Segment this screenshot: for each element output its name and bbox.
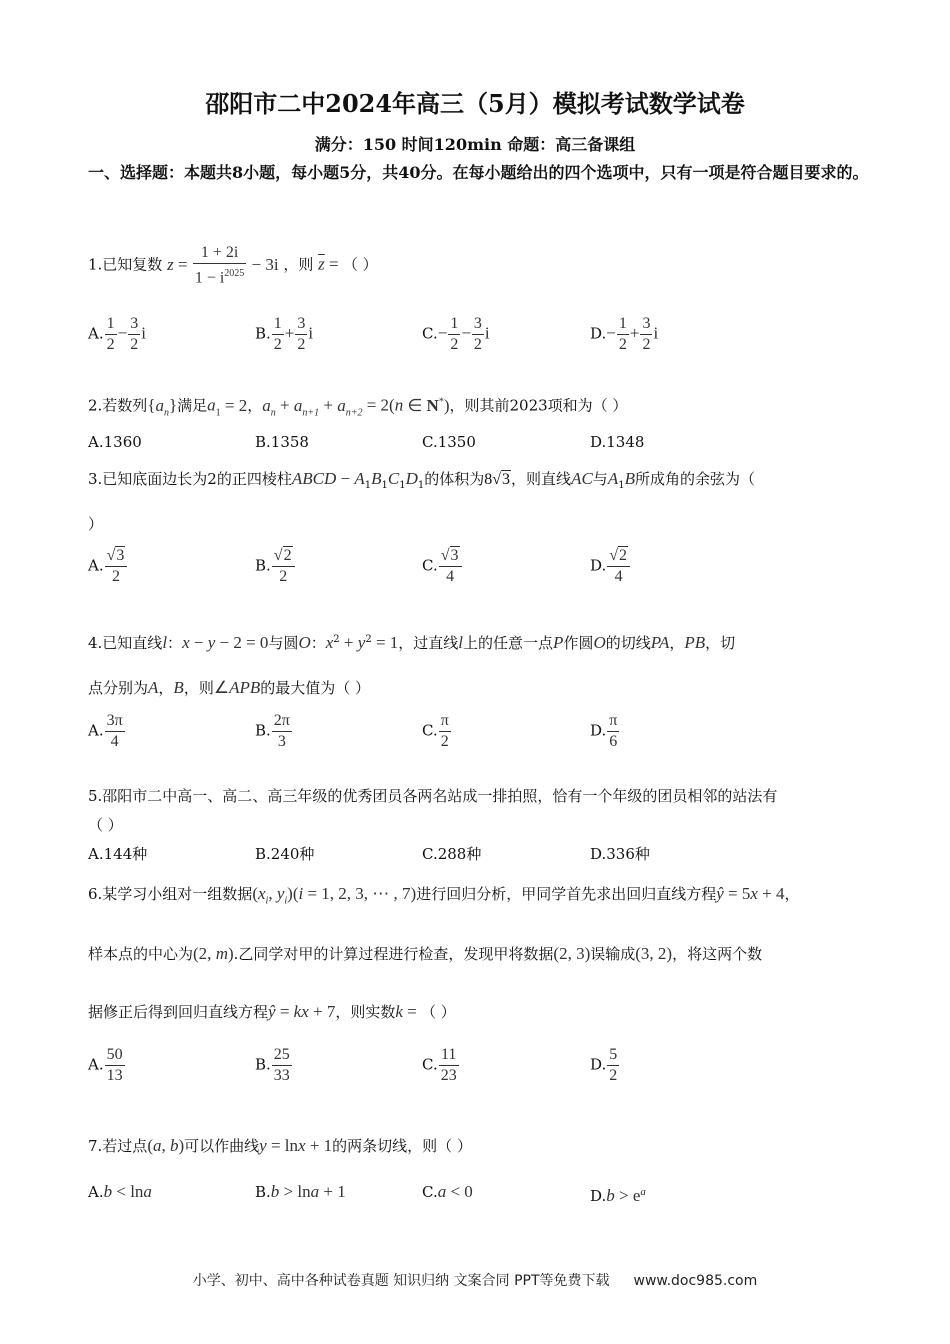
question-4-stem-cont: 点分别为A，B，则∠APB的最大值为（ ） — [88, 678, 371, 697]
question-4-stem: 4.已知直线l：x − y − 2 = 0与圆O：$x^2 + y^2 = 1$，过直线l上的任意一点P作圆O的切线PA，PB，切 — [88, 633, 736, 652]
q7-option-a[interactable]: A.b < lna — [88, 1182, 152, 1201]
q2-option-d[interactable]: D.1348 — [590, 433, 645, 451]
q6-option-b[interactable]: B. $\frac{25}{33}$ — [255, 1046, 290, 1084]
question-6-stem-line3: 据修正后得到回归直线方程ŷ = kx + 7，则实数k = （ ） — [88, 1002, 456, 1021]
q3-option-b[interactable]: B. $\frac{√2}{2}$ — [255, 547, 296, 586]
q1-formula: z = $\frac{1 + 2i}{1 - i^{2025}}$ − 3i — [167, 244, 279, 287]
q6-option-a[interactable]: A. $\frac{50}{13}$ — [88, 1046, 123, 1084]
footer-banner — [0, 1270, 950, 1290]
q2-option-c[interactable]: C.1350 — [422, 433, 476, 451]
q1-conj: $\overline{z}$ — [318, 254, 325, 274]
question-5-stem-cont: （ ） — [88, 816, 123, 834]
q2-option-a[interactable]: A.1360 — [88, 433, 142, 451]
q7-option-b[interactable]: B.b > lna + 1 — [255, 1182, 346, 1201]
q1-text-c: （ ） — [342, 255, 378, 274]
question-1-stem: 1.已知复数 z = $\frac{1 + 2i}{1 - i^{2025}}$ − 3i ，则 $\overline{z}$ = （ ） — [88, 244, 378, 287]
q1-option-a[interactable]: A. $\frac{1}{2}$ − $\frac{3}{2}$ i — [88, 315, 146, 353]
q6-option-d[interactable]: D. $\frac{5}{2}$ — [590, 1046, 618, 1084]
section-heading: 一、选择题：本题共8小题，每小题5分，共40分。在每小题给出的四个选项中，只有一项是符合题目要求的。 — [88, 163, 869, 182]
q1-text-a: 1.已知复数 — [88, 255, 163, 274]
q4-option-c[interactable]: C. $\frac{\pi}{2}$ — [422, 712, 449, 750]
q1-text-b: ，则 — [283, 255, 314, 274]
q4-option-d[interactable]: D. $\frac{\pi}{6}$ — [590, 712, 618, 750]
q5-option-d[interactable]: D.336种 — [590, 845, 650, 863]
question-3-stem-cont: ） — [88, 515, 104, 533]
footer-text: 小学、初中、高中各种试卷真题 知识归纳 文案合同 PPT等免费下载 — [192, 1273, 610, 1289]
q6-option-c[interactable]: C. $\frac{11}{23}$ — [422, 1046, 457, 1084]
q4-option-a[interactable]: A. $\frac{3\pi}{4}$ — [88, 712, 123, 750]
q7-option-d[interactable]: $D.b > e^a$ — [590, 1186, 646, 1205]
q4-option-b[interactable]: B. $\frac{2\pi}{3}$ — [255, 712, 290, 750]
q5-option-b[interactable]: B.240种 — [255, 845, 315, 863]
question-7-stem: 7.若过点(a, b)可以作曲线y = lnx + 1的两条切线，则（ ） — [88, 1136, 472, 1155]
page-title: 邵阳市二中2024年高三（5月）模拟考试数学试卷 — [205, 89, 745, 118]
q3-option-c[interactable]: C. $\frac{√3}{4}$ — [422, 547, 463, 586]
q5-option-a[interactable]: A.144种 — [88, 845, 148, 863]
question-6-stem: 6.某学习小组对一组数据($x_i$, $y_i)(i = 1$, 2, 3, ⋯ , 7)进行回归分析，甲同学首先求出回归直线方程ŷ = 5x + 4， — [88, 884, 800, 907]
q1-option-c[interactable]: C.− $\frac{1}{2}$ − $\frac{3}{2}$ i — [422, 315, 490, 353]
q7-option-c[interactable]: C.a < 0 — [422, 1182, 473, 1201]
question-2-stem: 2.若数列$\{a_n\}$满足$a_1 = 2$，$a_n + a_{n+1} + a_{n+2} = 2(n$ ∈ N*)，则其前2023项和为（ ） — [88, 395, 628, 419]
q5-option-c[interactable]: C.288种 — [422, 845, 482, 863]
q3-option-d[interactable]: D. $\frac{√2}{4}$ — [590, 547, 631, 586]
q1-option-b[interactable]: B. $\frac{1}{2}$ + $\frac{3}{2}$ i — [255, 315, 314, 353]
exam-info: 满分：150 时间120min 命题：高三备课组 — [314, 135, 636, 154]
footer-link[interactable]: www.doc985.com — [633, 1273, 758, 1289]
question-6-stem-line2: 样本点的中心为(2, m).乙同学对甲的计算过程进行检查，发现甲将数据(2, 3)误输成(3, 2)，将这两个数 — [88, 944, 763, 963]
q2-option-b[interactable]: B.1358 — [255, 433, 309, 451]
q3-option-a[interactable]: A. $\frac{√3}{2}$ — [88, 547, 128, 586]
question-5-stem: 5.邵阳市二中高一、高二、高三年级的优秀团员各两名站成一排拍照，恰有一个年级的团员相邻的站法有 — [88, 787, 778, 805]
question-3-stem: 3.已知底面边长为2的正四棱柱ABCD − $A_1B_1C_1D_1$的体积为8√3，则直线AC与$A_1B$所成角的余弦为（ — [88, 469, 755, 491]
q1-option-d[interactable]: D.− $\frac{1}{2}$ + $\frac{3}{2}$ i — [590, 315, 659, 353]
